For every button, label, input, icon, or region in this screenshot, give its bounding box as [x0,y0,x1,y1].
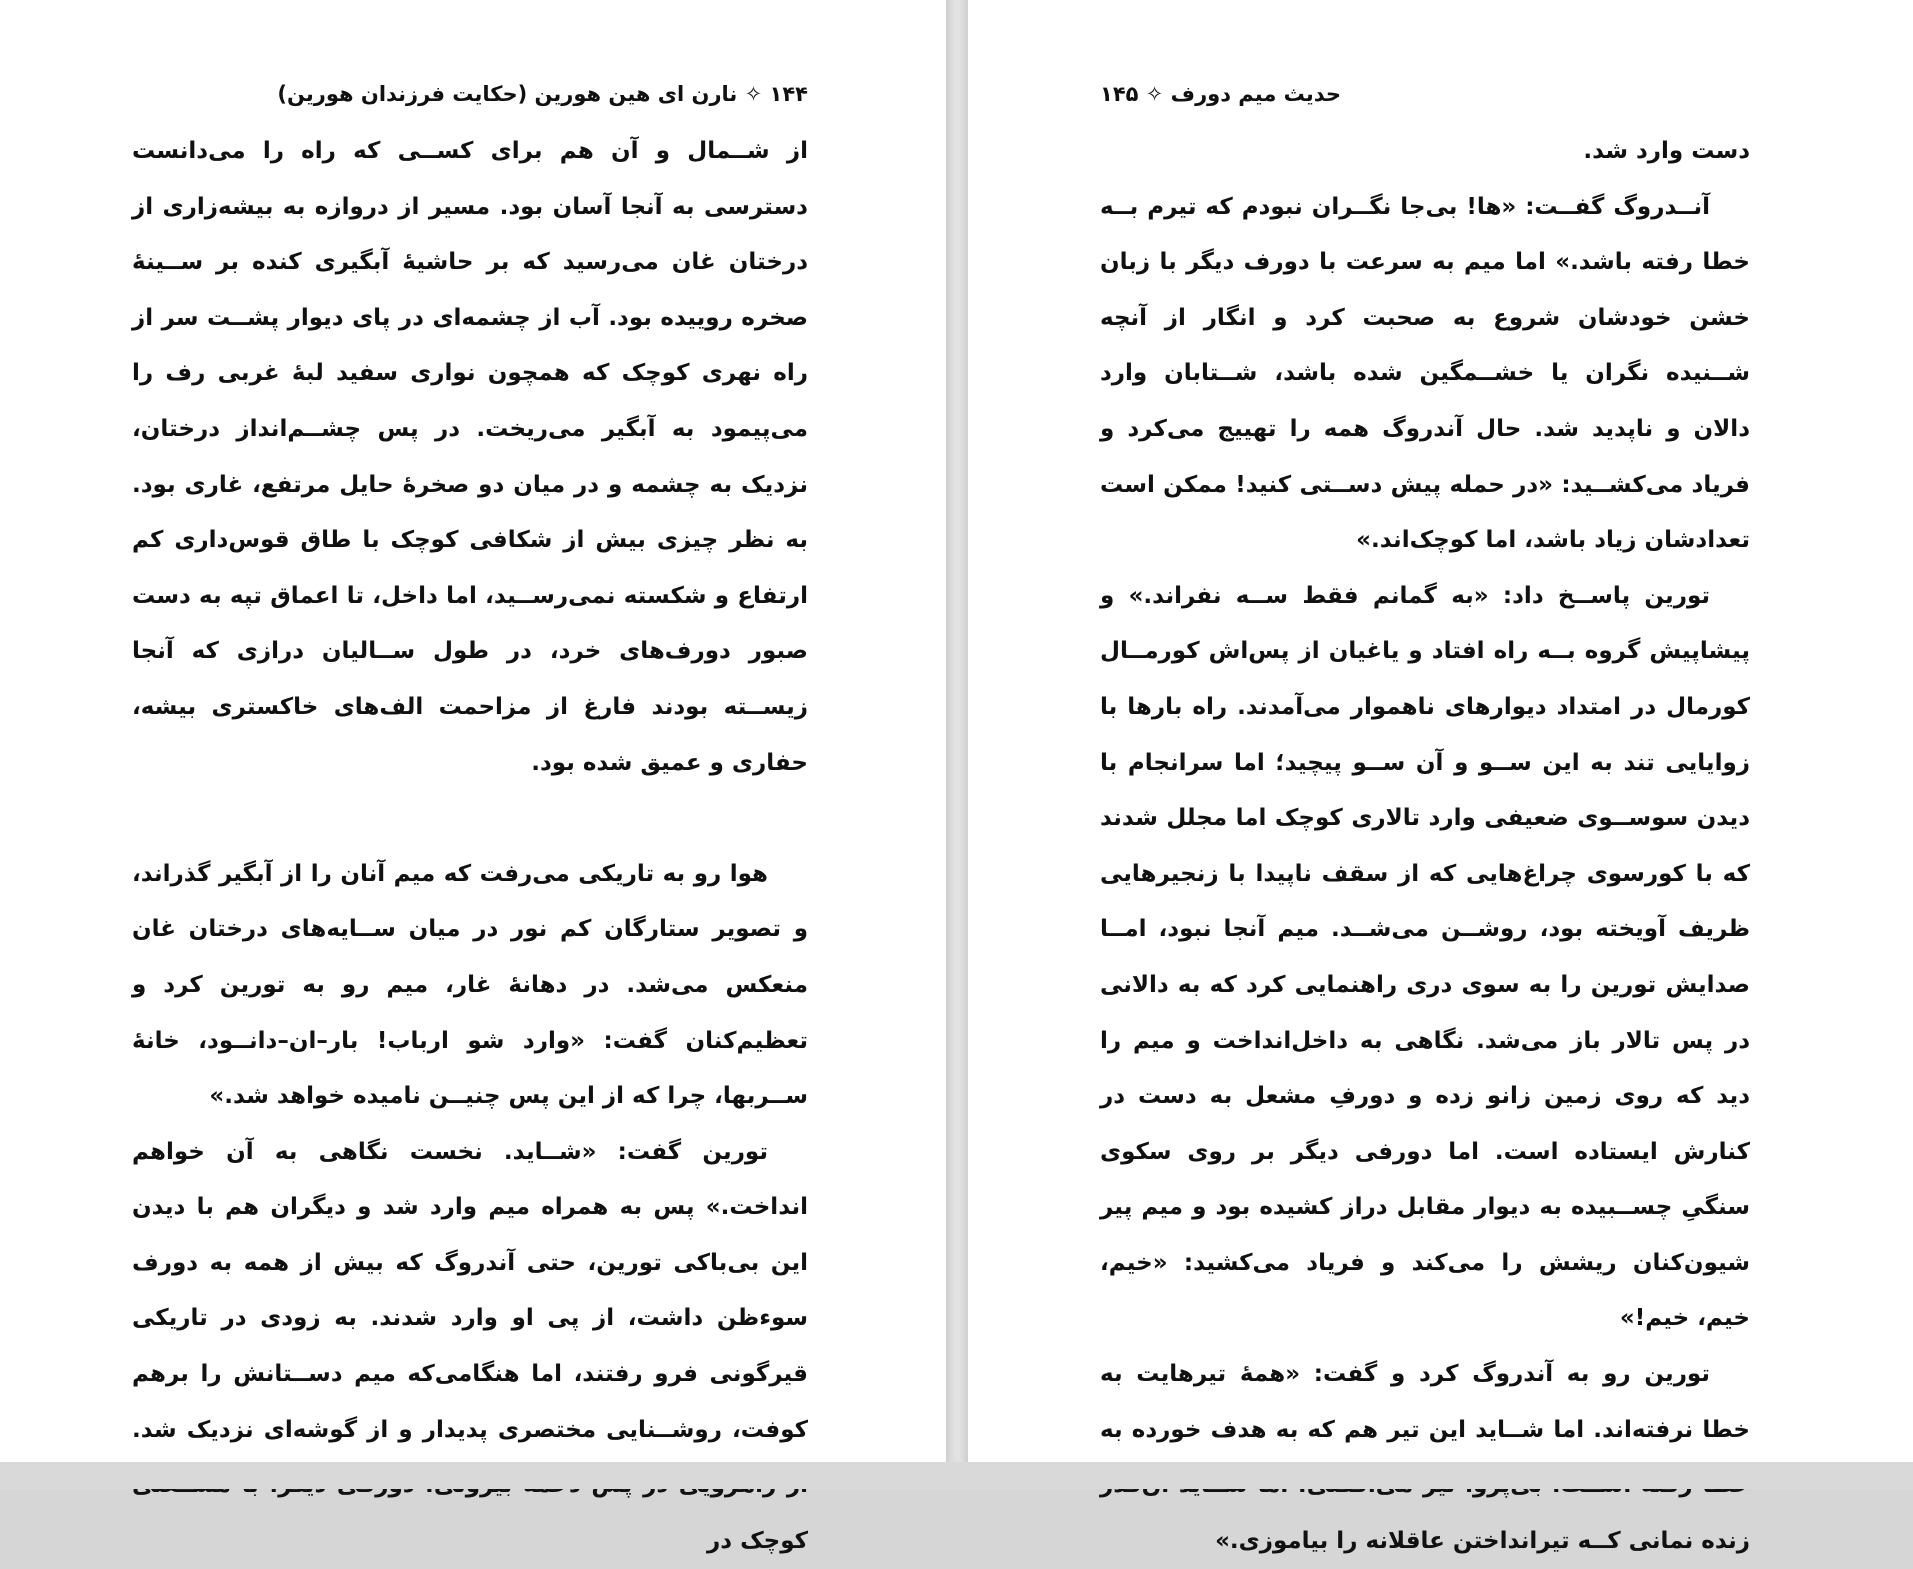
right-paragraph-4: تورین رو به آندروگ کرد و گفت: «همهٔ تیرهایت به خطا نرفته‌اند. اما شــاید این تیر هم که به هدف خورده به زنده نمانی کــه تیرانداختن عاقلانه را بیاموزی.» [1100,1361,1750,1554]
page-gutter [946,0,968,1489]
right-paragraph-1: دست وارد شد. [1583,138,1750,164]
left-paragraph-2: هوا رو به تاریکی می‌رفت که میم آنان را از آبگیر گذراند، و تصویر ستارگان کم نور در میان ســایه‌های درختان غان منعکس می‌شد. در دهانهٔ غار، میم رو به تورین کرد و تعظیم‌کنان گفت: «وارد شو ارباب! بار–ان–دانــود، خانهٔ ســربها، چرا که از این پس چنیــن نامیده خواهد شد.» [132,860,808,1110]
left-page-header: ۱۴۴ ✧ نارن ای هین هورین (حکایت فرزندان هورین) [277,82,808,106]
right-paragraph-2: آنــدروگ گفــت: «ها! بی‌جا نگــران نبودم که تیرم بــه خطا رفته باشد.» اما میم به سرعت با دورف دیگر با زبان خشن خودشان شروع به صحبت کرد و انگار از آنچه شــنیده نگران یا خشــمگین شده باشد، شــتابان وارد دالان و ناپدید شد. حال آندروگ همه را تهییج می‌کرد و فریاد می‌کشــید: «در حمله پیش دســتی کنید! ممکن است تعدادشان زیاد باشد، اما کوچک‌اند.» [1100,193,1750,554]
right-page-header: حدیث میم دورف ✧ ۱۴۵ [1100,82,1342,106]
right-paragraph-3: تورین پاســخ داد: «به گمانم فقط ســه نفراند.» و پیشاپیش گروه بــه راه افتاد و یاغیان از پس‌اش کورمــال کورمال در امتداد دیوارهای ناهموار می‌آمدند. راه بارها با زوایایی تند به این ســو و آن ســو پیچید؛ اما سرانجام با دیدن سوســوی ضعیفی وارد تالاری کوچک اما مجلل شدند که با کورسوی چراغ‌هایی که از سقف ناپیدا با زنجیرهایی ظریف آویخته بود، روشــن می‌شــد. میم آنجا نبود، امــا صدایش تورین را به سوی دری راهنمایی کرد که به دالانی در پس تالار باز می‌شد. نگاهی به داخل‌انداخت و میم را دید که روی زمین زانو زده و دورفِ مشعل به دست در کنارش ایستاده است. اما دورفی دیگر بر روی سکوی سنگیِ چســبیده به دیوار مقابل دراز کشیده بود و میم پیر شیون‌کنان ریشش را می‌کند و فریاد می‌کشید: «خیم، خیم، خیم!» [1100,582,1750,1332]
left-paragraph-3: تورین گفت: «شــاید. نخست نگاهی به آن خواهم انداخت.» پس به همراه میم وارد شد و دیگران هم با دیدن این بی‌باکی تورین، حتی آندروگ که بیش از همه به دورف سوءظن داشت، از پی او وارد شدند. به زودی در تاریکی قیرگونی فرو رفتند، اما هنگامی‌که میم دســتانش را برهم کوفت، روشــنایی مختصری پدیدار و از گوشه‌ای نزدیک شد. کوچک در [132,1138,808,1554]
left-page [0,0,946,1554]
left-page-body [132,124,808,1569]
viewer-bottom-edge [0,1462,1913,1489]
right-page-body [1100,124,1750,1569]
left-paragraph-1: از شــمال و آن هم برای کســی که راه را می‌دانست دسترسی به آنجا آسان بود. مسیر از دروازه به بیشه‌زاری از درختان غان می‌رسید که بر حاشیهٔ آبگیری کنده بر ســینهٔ صخره روییده بود. آب از چشمه‌ای در پای دیوار پشــت سر از راه نهری کوچک که همچون نواری سفید لبهٔ غربی رف را می‌پیمود به آبگیر می‌ریخت. در پس چشــم‌انداز درختان، نزدیک به چشمه و در میان دو صخرهٔ حایل مرتفع، غاری بود. به نظر چیزی بیش از شکافی کوچک با طاق قوس‌داری کم ارتفاع و شکسته نمی‌رســید، اما داخل، تا اعماق تپه به دست صبور دورف‌های خرد، در طول ســالیان درازی که آنجا زیســته بودند فارغ از مزاحمت الف‌های خاکستری بیشه، حفاری و عمیق شده بود. [132,138,808,776]
right-page [968,0,1913,1554]
